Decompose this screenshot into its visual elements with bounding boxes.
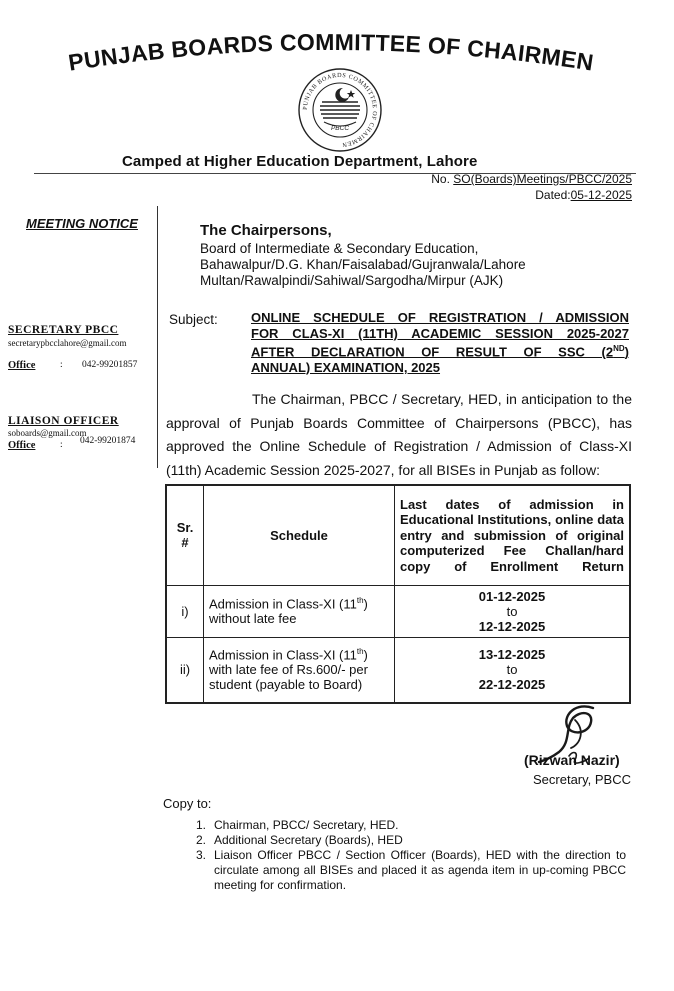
subject-superscript: ND xyxy=(613,344,625,353)
subject-label: Subject: xyxy=(169,312,218,327)
liaison-phone: 042-99201874 xyxy=(80,436,136,446)
dated-value: 05-12-2025 xyxy=(570,188,632,202)
copy-to-label: Copy to: xyxy=(163,796,212,811)
liaison-office-sep: : xyxy=(60,440,63,450)
table-row xyxy=(166,585,630,637)
body-paragraph-text: The Chairman, PBCC / Secretary, HED, in anticipation to the approval of Punjab Boards Committee of Chairpersons (PBCC), has approved the Online Schedule of Registration / Admission of Class-XI (11th) Academic Session 2025-2027, for all BISEs in Punjab as follow: xyxy=(166,391,632,478)
seal-center-text: PBCC xyxy=(330,125,350,132)
sidebar-divider xyxy=(157,206,158,468)
header-dates: Last dates of admission in Educational Institutions, online data entry and submission of original computerized Fee Challan/hard copy of Enrollment Return xyxy=(395,485,631,585)
dated-label: Dated: xyxy=(535,188,571,202)
row-1-sr: i) xyxy=(166,585,204,637)
seal-ring-text: PUNJAB BOARDS COMMITTEE OF CHAIRMEN xyxy=(301,71,379,149)
schedule-table xyxy=(165,484,631,704)
ref-value: SO(Boards)Meetings/PBCC/2025 xyxy=(453,172,632,186)
addressee-line-3: Bahawalpur/D.G. Khan/Faisalabad/Gujranwala/Lahore xyxy=(200,257,526,272)
dated-line xyxy=(535,188,632,202)
signatory-name: (Rizwan Nazir) xyxy=(524,752,620,768)
meeting-notice-label: MEETING NOTICE xyxy=(26,216,138,231)
addressee-line-4: Multan/Rawalpindi/Sahiwal/Sargodha/Mirpur (AJK) xyxy=(200,273,504,288)
ref-label: No. xyxy=(431,172,454,186)
secretary-office-label: Office xyxy=(8,360,36,371)
copy-item-3-text: Liaison Officer PBCC / Section Officer (Boards), HED with the direction to circulate among all BISEs and placed it as agenda item in up-coming PBCC meeting for confirmation. xyxy=(214,848,626,892)
subject-line-2: FOR CLAS-XI (11TH) ACADEMIC SESSION 2025-2027 xyxy=(251,325,629,341)
row-1-from: 01-12-2025 xyxy=(478,588,546,604)
addressee-line-2: Board of Intermediate & Secondary Education, xyxy=(200,241,479,256)
row-2-sr: ii) xyxy=(166,637,204,703)
copy-item-2-num: 2. xyxy=(196,833,207,847)
secretary-phone: 042-99201857 xyxy=(82,360,138,370)
subject-line-3: AFTER DECLARATION OF RESULT OF SSC (2ND) xyxy=(251,344,629,360)
row-2-to-label: to xyxy=(506,662,518,678)
row-1-schedule-sup: th xyxy=(356,595,364,605)
table-header-row xyxy=(166,485,630,585)
addressee-salutation: The Chairpersons, xyxy=(200,222,332,239)
signatory-designation: Secretary, PBCC xyxy=(533,772,632,787)
row-2-schedule-b: ) with late fee of Rs.600/- per student (payable to Board) xyxy=(209,647,368,693)
subject-line-3-text: AFTER DECLARATION OF RESULT OF SSC (2 xyxy=(251,344,614,360)
secretary-office-sep: : xyxy=(60,360,63,370)
row-1-to-label: to xyxy=(506,603,518,619)
subject-line-4: ANNUAL) EXAMINATION, 2025 xyxy=(251,359,441,375)
row-1-schedule-b: ) without late fee xyxy=(209,596,368,627)
header-schedule: Schedule xyxy=(204,485,395,585)
copy-item-2-text: Additional Secretary (Boards), HED xyxy=(214,833,403,847)
row-2-schedule xyxy=(204,637,395,703)
list-item xyxy=(196,833,403,848)
copy-item-3-num: 3. xyxy=(196,848,207,862)
reference-number xyxy=(431,172,632,186)
body-paragraph xyxy=(166,388,632,482)
row-1-to: 12-12-2025 xyxy=(478,618,546,634)
row-1-schedule-a: Admission in Class-XI (11 xyxy=(209,596,357,612)
subject-text xyxy=(251,310,629,375)
header-sr: Sr. # xyxy=(166,485,204,585)
letterhead-title-text: PUNJAB BOARDS COMMITTEE OF CHAIRMEN xyxy=(66,28,596,76)
liaison-title: LIAISON OFFICER xyxy=(8,415,119,427)
subject-line-1: ONLINE SCHEDULE OF REGISTRATION / ADMISSION xyxy=(251,310,629,325)
table-row xyxy=(166,637,630,703)
camped-at-line: Camped at Higher Education Department, Lahore xyxy=(122,153,478,170)
row-2-schedule-a: Admission in Class-XI (11 xyxy=(209,647,357,663)
row-1-schedule xyxy=(204,585,395,637)
secretary-email: secretarypbcclahore@gmail.com xyxy=(8,338,127,348)
liaison-email: soboards@gmail.com xyxy=(8,428,87,438)
row-2-to: 22-12-2025 xyxy=(478,677,546,693)
copy-item-1-text: Chairman, PBCC/ Secretary, HED. xyxy=(214,818,399,832)
list-item xyxy=(196,848,626,893)
row-1-dates xyxy=(395,585,631,637)
row-2-dates xyxy=(395,637,631,703)
pbcc-seal-logo xyxy=(296,66,384,154)
row-2-from: 13-12-2025 xyxy=(478,647,546,663)
row-2-schedule-sup: th xyxy=(356,647,364,657)
secretary-title: SECRETARY PBCC xyxy=(8,324,119,336)
list-item xyxy=(196,818,399,833)
copy-item-1-num: 1. xyxy=(196,818,207,832)
liaison-office-label: Office xyxy=(8,440,36,451)
